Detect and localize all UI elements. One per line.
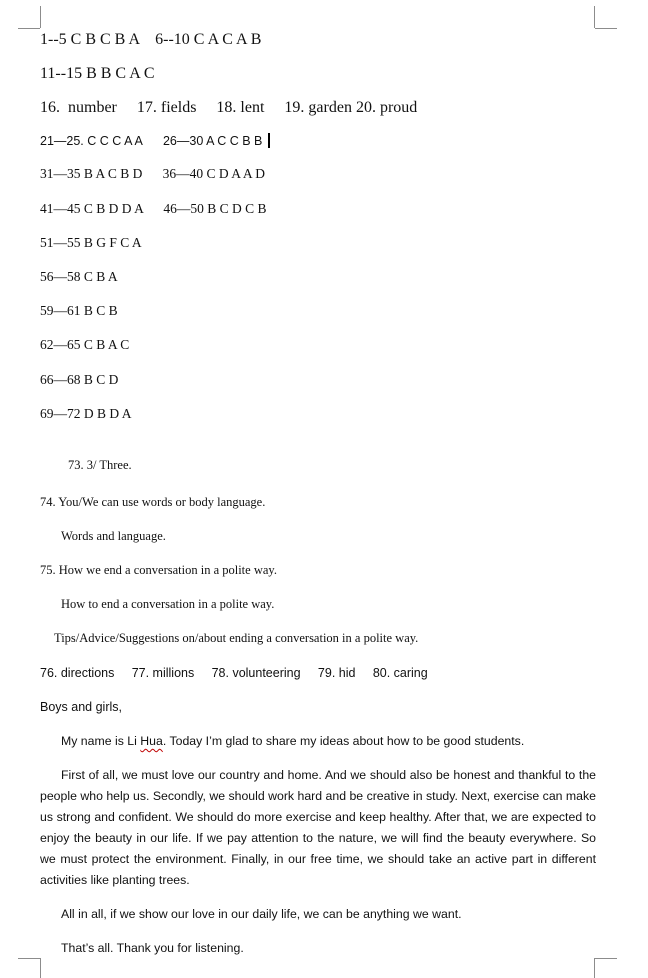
spellcheck-marked-word[interactable]: Hua xyxy=(140,734,163,748)
margin-mark-bottom-left xyxy=(18,958,40,959)
margin-mark-bottom-left xyxy=(40,958,41,978)
answer-75: 75. How we end a conversation in a polite way. xyxy=(40,563,277,577)
margin-mark-top-right xyxy=(594,6,595,28)
answer-line-41-50: 41—45 C B D D A 46—50 B C D C B xyxy=(40,201,267,216)
answer-line-11-15: 11--15 B B C A C xyxy=(40,65,155,82)
essay-paragraph-4: That’s all. Thank you for listening. xyxy=(61,941,244,955)
answer-74: 74. You/We can use words or body language. xyxy=(40,495,266,509)
answer-line-56-58: 56—58 C B A xyxy=(40,269,118,284)
margin-mark-bottom-right xyxy=(594,958,595,978)
answer-line-69-72: 69—72 D B D A xyxy=(40,406,132,421)
essay-p1-text-end: . Today I’m glad to share my ideas about how to be good students. xyxy=(162,734,525,748)
margin-mark-top-left xyxy=(18,28,40,29)
essay-paragraph-2: First of all, we must love our country and home. And we should also be honest and thankful to the people who help us. Secondly, we should work hard and be creative in study. Next, exercise can make us strong and confident. We should do more exercise and keep healthy. After that, we are expected to enjoy the beauty in our life. If we pay attention to the nature, we will find the beauty everywhere. So we must protect the environment. Finally, in our free time, we should take an active part in different activities like planting trees. xyxy=(40,768,596,887)
text-cursor xyxy=(268,133,270,148)
margin-mark-top-left xyxy=(40,6,41,28)
answer-line-1-10: 1--5 C B C B A 6--10 C A C A B xyxy=(40,31,262,48)
answer-line-16-20: 16. number 17. fields 18. lent 19. garden 20. proud xyxy=(40,99,418,116)
answer-line-66-68: 66—68 B C D xyxy=(40,372,119,387)
essay-greeting: Boys and girls, xyxy=(40,700,122,714)
answer-line-59-61: 59—61 B C B xyxy=(40,303,118,318)
margin-mark-bottom-right xyxy=(595,958,617,959)
answer-73: 73. 3/ Three. xyxy=(68,458,132,472)
answer-line-31-40: 31—35 B A C B D 36—40 C D A A D xyxy=(40,166,266,181)
answer-75-alt-2: Tips/Advice/Suggestions on/about ending a conversation in a polite way. xyxy=(54,631,419,645)
answer-75-alt-1: How to end a conversation in a polite way. xyxy=(61,597,275,611)
answer-74-alt: Words and language. xyxy=(61,529,166,543)
essay-paragraph-3: All in all, if we show our love in our daily life, we can be anything we want. xyxy=(61,907,462,921)
essay-p1-text-start: My name is Li xyxy=(61,734,141,748)
margin-mark-top-right xyxy=(595,28,617,29)
answer-line-62-65: 62—65 C B A C xyxy=(40,337,130,352)
answer-line-76-80: 76. directions 77. millions 78. volunteering 79. hid 80. caring xyxy=(40,666,428,680)
answer-line-21-30 xyxy=(40,133,270,149)
answer-line-51-55: 51—55 B G F C A xyxy=(40,235,142,250)
essay-paragraph-1 xyxy=(40,731,596,752)
answer-text-21-30: 21—25. C C C A A 26—30 A C C B B xyxy=(40,134,263,148)
